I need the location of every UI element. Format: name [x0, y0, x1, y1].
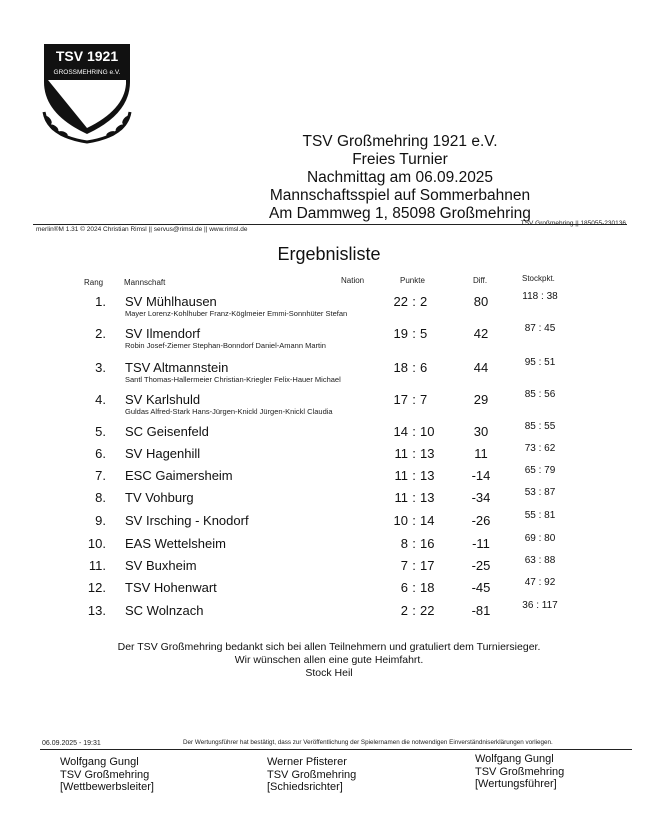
team-members: Robin Josef-Ziemer Stephan-Bonndorf Daniel-Amann Martin: [125, 341, 326, 350]
greeting-line: Stock Heil: [305, 667, 353, 679]
stock-points: 55 : 81: [524, 510, 556, 521]
signer-club: TSV Großmehring: [60, 768, 150, 781]
team-name: ESC Gaimersheim: [125, 468, 233, 483]
points-lost: 6: [420, 360, 428, 375]
logo-sub: GROSSMEHRING e.V.: [53, 69, 121, 76]
difference: 44: [473, 360, 489, 375]
difference: -81: [471, 603, 491, 618]
signer-name: Wolfgang Gungl: [475, 753, 554, 765]
rank: 6.: [95, 446, 106, 461]
points-separator: :: [412, 326, 416, 341]
team-members: Santl Thomas-Hallermeier Christian-Kriegler Felix-Hauer Michael: [125, 375, 341, 384]
team-name: SV Mühlhausen: [125, 294, 217, 309]
consent-notice: Der Wertungsführer hat bestätigt, dass zur Veröffentlichung der Spielernamen die notwendigen Einverständniserklärungen vorliegen.: [183, 739, 553, 746]
stock-points: 69 : 80: [524, 533, 556, 544]
team-name: TV Vohburg: [125, 490, 194, 505]
points-won: 14: [393, 424, 408, 439]
points-won: 6: [400, 580, 408, 595]
team-name: SV Karlshuld: [125, 392, 201, 407]
team-members: Mayer Lorenz-Kohlhuber Franz-Köglmeier Emmi-Sonnhüter Stefan: [125, 309, 348, 318]
points-separator: :: [412, 536, 416, 551]
col-nation: Nation: [341, 276, 365, 285]
difference: 29: [473, 392, 489, 407]
signature-block: [475, 753, 564, 791]
rank: 2.: [95, 326, 106, 341]
points-separator: :: [412, 468, 416, 483]
team-name: TSV Hohenwart: [125, 580, 217, 595]
license-note: TSV Großmehring || 185055-230136: [520, 220, 626, 227]
rank: 13.: [87, 603, 106, 618]
rank: 7.: [95, 468, 106, 483]
closing-message: [0, 641, 658, 680]
points-lost: 10: [420, 424, 435, 439]
points-won: 22: [393, 294, 408, 309]
difference: -34: [471, 490, 491, 505]
difference: 42: [473, 326, 489, 341]
footer-divider: [40, 749, 632, 750]
rank: 10.: [87, 536, 106, 551]
difference: -14: [471, 468, 491, 483]
points-separator: :: [412, 424, 416, 439]
stock-points: 65 : 79: [524, 465, 556, 476]
points-won: 17: [393, 392, 408, 407]
rank: 9.: [95, 513, 106, 528]
club-name: TSV Großmehring 1921 e.V.: [302, 133, 498, 150]
points-lost: 13: [420, 446, 435, 461]
team-name: SC Wolnzach: [125, 603, 204, 618]
rank: 1.: [95, 294, 106, 309]
difference: 30: [473, 424, 489, 439]
venue-address: Am Dammweg 1, 85098 Großmehring: [269, 205, 531, 222]
stock-points: 47 : 92: [524, 577, 556, 588]
event-header: [120, 133, 658, 223]
stock-points: 85 : 56: [524, 389, 556, 400]
difference: -45: [471, 580, 491, 595]
difference: -11: [472, 536, 490, 551]
software-note: merlin®M 1.31 © 2024 Christian Rimsl || servus@rimsl.de || www.rimsl.de: [36, 226, 248, 233]
points-won: 8: [400, 536, 408, 551]
points-lost: 22: [420, 603, 435, 618]
stock-points: 36 : 117: [522, 600, 558, 611]
col-points: Punkte: [400, 276, 425, 285]
stock-points: 53 : 87: [524, 487, 556, 498]
difference: 80: [473, 294, 489, 309]
team-name: SV Ilmendorf: [125, 326, 201, 341]
game-mode: Mannschaftsspiel auf Sommerbahnen: [269, 187, 531, 204]
points-separator: :: [412, 360, 416, 375]
signer-club: TSV Großmehring: [475, 765, 565, 778]
points-lost: 13: [420, 468, 435, 483]
col-diff: Diff.: [473, 276, 488, 285]
team-members: Guldas Alfred-Stark Hans-Jürgen-Knickl Jürgen-Knickl Claudia: [125, 407, 333, 416]
farewell-line: Wir wünschen allen eine gute Heimfahrt.: [234, 654, 424, 666]
points-separator: :: [412, 490, 416, 505]
rank: 4.: [95, 392, 106, 407]
difference: 11: [474, 446, 488, 461]
col-team: Mannschaft: [124, 278, 166, 287]
points-lost: 18: [420, 580, 435, 595]
thanks-line: Der TSV Großmehring bedankt sich bei allen Teilnehmern und gratuliert dem Turniersieger.: [117, 641, 541, 653]
stock-points: 85 : 55: [524, 421, 556, 432]
col-rank: Rang: [84, 278, 104, 287]
event-date: Nachmittag am 06.09.2025: [306, 169, 494, 186]
logo-name: TSV 1921: [55, 48, 119, 64]
signer-role: [Wertungsführer]: [475, 778, 557, 790]
points-lost: 17: [420, 558, 435, 573]
points-won: 19: [393, 326, 408, 341]
points-won: 11: [394, 446, 408, 461]
rank: 3.: [95, 360, 106, 375]
difference: -26: [471, 513, 491, 528]
points-won: 7: [400, 558, 408, 573]
stock-points: 118 : 38: [522, 291, 558, 302]
points-lost: 5: [420, 326, 428, 341]
results-title: Ergebnisliste: [277, 244, 381, 264]
print-timestamp: 06.09.2025 - 19:31: [42, 740, 101, 747]
signer-name: Wolfgang Gungl: [60, 756, 139, 768]
points-won: 11: [394, 490, 408, 505]
signer-club: TSV Großmehring: [267, 768, 357, 781]
team-name: SV Irsching - Knodorf: [125, 513, 249, 528]
team-name: SC Geisenfeld: [125, 424, 209, 439]
team-name: SV Hagenhill: [125, 446, 201, 461]
signature-block: [267, 756, 356, 794]
points-won: 2: [400, 603, 408, 618]
points-won: 11: [394, 468, 408, 483]
points-separator: :: [412, 558, 416, 573]
points-lost: 7: [420, 392, 428, 407]
rank: 11.: [88, 558, 106, 573]
difference: -25: [471, 558, 491, 573]
points-won: 18: [393, 360, 408, 375]
signature-block: [60, 756, 154, 794]
rank: 12.: [87, 580, 106, 595]
rank: 5.: [95, 424, 106, 439]
signer-role: [Schiedsrichter]: [267, 781, 343, 793]
col-stock: Stockpkt.: [522, 274, 555, 283]
points-separator: :: [412, 603, 416, 618]
points-separator: :: [412, 513, 416, 528]
team-name: EAS Wettelsheim: [125, 536, 226, 551]
stock-points: 95 : 51: [524, 357, 556, 368]
stock-points: 73 : 62: [524, 443, 556, 454]
signer-role: [Wettbewerbsleiter]: [60, 781, 154, 793]
rank: 8.: [95, 490, 106, 505]
points-lost: 16: [420, 536, 435, 551]
points-separator: :: [412, 446, 416, 461]
points-separator: :: [412, 294, 416, 309]
team-name: TSV Altmannstein: [125, 360, 229, 375]
points-separator: :: [412, 392, 416, 407]
team-name: SV Buxheim: [125, 558, 197, 573]
signer-name: Werner Pfisterer: [267, 756, 347, 768]
stock-points: 87 : 45: [524, 323, 556, 334]
points-lost: 14: [420, 513, 435, 528]
points-separator: :: [412, 580, 416, 595]
points-lost: 13: [420, 490, 435, 505]
points-lost: 2: [420, 294, 428, 309]
tournament-type: Freies Turnier: [352, 151, 448, 168]
points-won: 10: [393, 513, 408, 528]
stock-points: 63 : 88: [524, 555, 556, 566]
